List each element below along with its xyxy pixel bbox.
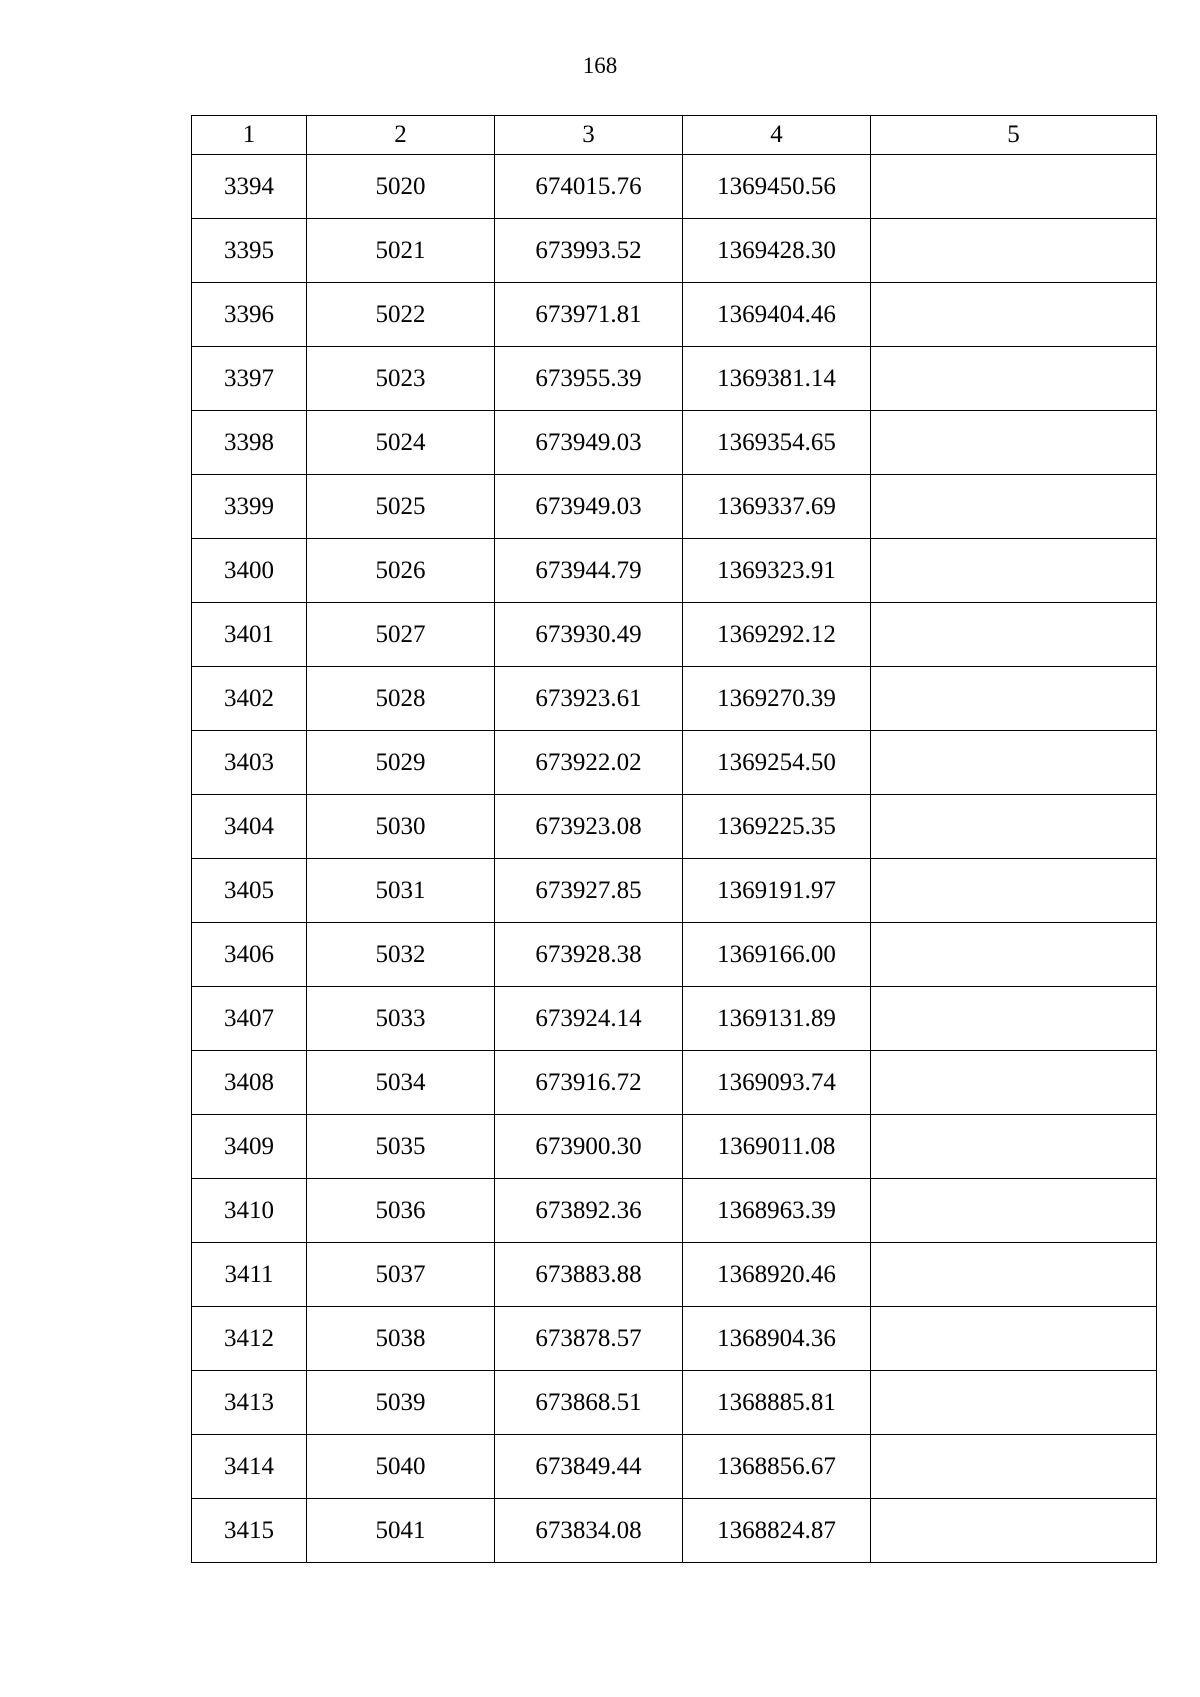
table-cell: 3414 (192, 1435, 307, 1499)
table-cell: 3399 (192, 475, 307, 539)
table-cell: 5033 (307, 987, 495, 1051)
table-cell: 3410 (192, 1179, 307, 1243)
column-header: 1 (192, 116, 307, 155)
table-cell: 5034 (307, 1051, 495, 1115)
table-cell: 3413 (192, 1371, 307, 1435)
table-cell: 1369337.69 (683, 475, 871, 539)
table-row (192, 1435, 1157, 1499)
table-cell (871, 475, 1157, 539)
table-cell: 673834.08 (495, 1499, 683, 1563)
table-cell: 3415 (192, 1499, 307, 1563)
table-cell (871, 283, 1157, 347)
table-cell: 3403 (192, 731, 307, 795)
table-cell: 1369011.08 (683, 1115, 871, 1179)
column-header: 3 (495, 116, 683, 155)
table-cell: 5021 (307, 219, 495, 283)
table-cell: 3405 (192, 859, 307, 923)
table-cell: 5025 (307, 475, 495, 539)
table-cell: 673944.79 (495, 539, 683, 603)
table-cell: 5039 (307, 1371, 495, 1435)
table-row (192, 667, 1157, 731)
table-cell: 5032 (307, 923, 495, 987)
table-cell: 673916.72 (495, 1051, 683, 1115)
table-cell: 3396 (192, 283, 307, 347)
table-cell: 673924.14 (495, 987, 683, 1051)
table-cell: 1368963.39 (683, 1179, 871, 1243)
table-row (192, 1371, 1157, 1435)
table-cell: 1368824.87 (683, 1499, 871, 1563)
table-cell: 3398 (192, 411, 307, 475)
table-cell (871, 987, 1157, 1051)
table-cell: 1368885.81 (683, 1371, 871, 1435)
table-cell (871, 859, 1157, 923)
table-row (192, 1243, 1157, 1307)
table-cell: 5031 (307, 859, 495, 923)
table-cell: 673878.57 (495, 1307, 683, 1371)
table-cell: 673971.81 (495, 283, 683, 347)
table-cell: 5035 (307, 1115, 495, 1179)
table-row (192, 859, 1157, 923)
table-cell: 673892.36 (495, 1179, 683, 1243)
table-row (192, 347, 1157, 411)
table-cell: 673955.39 (495, 347, 683, 411)
table-row (192, 539, 1157, 603)
column-header: 5 (871, 116, 1157, 155)
table-cell: 5040 (307, 1435, 495, 1499)
table-cell (871, 1499, 1157, 1563)
table-cell (871, 1371, 1157, 1435)
table-cell: 3407 (192, 987, 307, 1051)
table-cell: 5023 (307, 347, 495, 411)
table-cell: 673928.38 (495, 923, 683, 987)
table-cell: 3412 (192, 1307, 307, 1371)
table-cell (871, 539, 1157, 603)
table-cell: 3404 (192, 795, 307, 859)
table-cell: 3411 (192, 1243, 307, 1307)
table-cell: 3408 (192, 1051, 307, 1115)
table-cell (871, 1243, 1157, 1307)
table-cell: 673949.03 (495, 475, 683, 539)
table-cell (871, 1115, 1157, 1179)
table-row (192, 1307, 1157, 1371)
table-cell (871, 1307, 1157, 1371)
table-cell: 5028 (307, 667, 495, 731)
table-cell: 673993.52 (495, 219, 683, 283)
table-cell: 673949.03 (495, 411, 683, 475)
table-row (192, 411, 1157, 475)
table-cell: 5036 (307, 1179, 495, 1243)
table-cell: 673922.02 (495, 731, 683, 795)
table-cell: 5041 (307, 1499, 495, 1563)
table-cell: 673868.51 (495, 1371, 683, 1435)
table-cell: 5030 (307, 795, 495, 859)
table-body (192, 155, 1157, 1563)
table-row (192, 155, 1157, 219)
table-cell: 5037 (307, 1243, 495, 1307)
table-cell: 1369450.56 (683, 155, 871, 219)
table-cell: 1369191.97 (683, 859, 871, 923)
table-cell: 3402 (192, 667, 307, 731)
table-cell: 673927.85 (495, 859, 683, 923)
table-cell: 1368920.46 (683, 1243, 871, 1307)
table-cell: 1369225.35 (683, 795, 871, 859)
table-cell: 5022 (307, 283, 495, 347)
table-cell: 1368904.36 (683, 1307, 871, 1371)
coordinates-table (191, 115, 1157, 1563)
table-row (192, 603, 1157, 667)
table-cell: 673923.61 (495, 667, 683, 731)
table-cell: 3409 (192, 1115, 307, 1179)
table-row (192, 219, 1157, 283)
table-header-row (192, 116, 1157, 155)
table-cell (871, 155, 1157, 219)
table-cell: 1369381.14 (683, 347, 871, 411)
table-cell: 1369270.39 (683, 667, 871, 731)
table-cell: 5038 (307, 1307, 495, 1371)
table-cell: 3397 (192, 347, 307, 411)
table-cell: 674015.76 (495, 155, 683, 219)
table-cell: 1369093.74 (683, 1051, 871, 1115)
table-cell: 673883.88 (495, 1243, 683, 1307)
table-row (192, 283, 1157, 347)
table-cell (871, 667, 1157, 731)
table-cell: 3406 (192, 923, 307, 987)
table-row (192, 795, 1157, 859)
table-cell: 5024 (307, 411, 495, 475)
table-cell: 673849.44 (495, 1435, 683, 1499)
table-row (192, 1115, 1157, 1179)
table-cell: 3394 (192, 155, 307, 219)
table-cell: 1369292.12 (683, 603, 871, 667)
table-cell (871, 795, 1157, 859)
table-cell (871, 1435, 1157, 1499)
table-row (192, 1051, 1157, 1115)
table-cell (871, 923, 1157, 987)
table-cell (871, 603, 1157, 667)
table-row (192, 475, 1157, 539)
table-cell: 1369131.89 (683, 987, 871, 1051)
table-cell (871, 347, 1157, 411)
table-row (192, 987, 1157, 1051)
table-cell: 1369323.91 (683, 539, 871, 603)
table-cell: 5027 (307, 603, 495, 667)
table-cell: 1368856.67 (683, 1435, 871, 1499)
table-row (192, 1179, 1157, 1243)
table-cell (871, 219, 1157, 283)
table-row (192, 923, 1157, 987)
table-cell (871, 411, 1157, 475)
table-cell (871, 1179, 1157, 1243)
table-cell: 5020 (307, 155, 495, 219)
table-cell: 1369254.50 (683, 731, 871, 795)
table-cell: 673930.49 (495, 603, 683, 667)
table-cell: 5026 (307, 539, 495, 603)
table-cell: 1369404.46 (683, 283, 871, 347)
table-cell: 3395 (192, 219, 307, 283)
table-cell: 3401 (192, 603, 307, 667)
table-row (192, 731, 1157, 795)
column-header: 2 (307, 116, 495, 155)
column-header: 4 (683, 116, 871, 155)
table-cell: 1369428.30 (683, 219, 871, 283)
table-cell: 5029 (307, 731, 495, 795)
table-cell (871, 1051, 1157, 1115)
table-cell: 673923.08 (495, 795, 683, 859)
table-row (192, 1499, 1157, 1563)
table-cell (871, 731, 1157, 795)
table-cell: 3400 (192, 539, 307, 603)
table-cell: 673900.30 (495, 1115, 683, 1179)
table-cell: 1369354.65 (683, 411, 871, 475)
page-number: 168 (582, 53, 618, 78)
table-cell: 1369166.00 (683, 923, 871, 987)
